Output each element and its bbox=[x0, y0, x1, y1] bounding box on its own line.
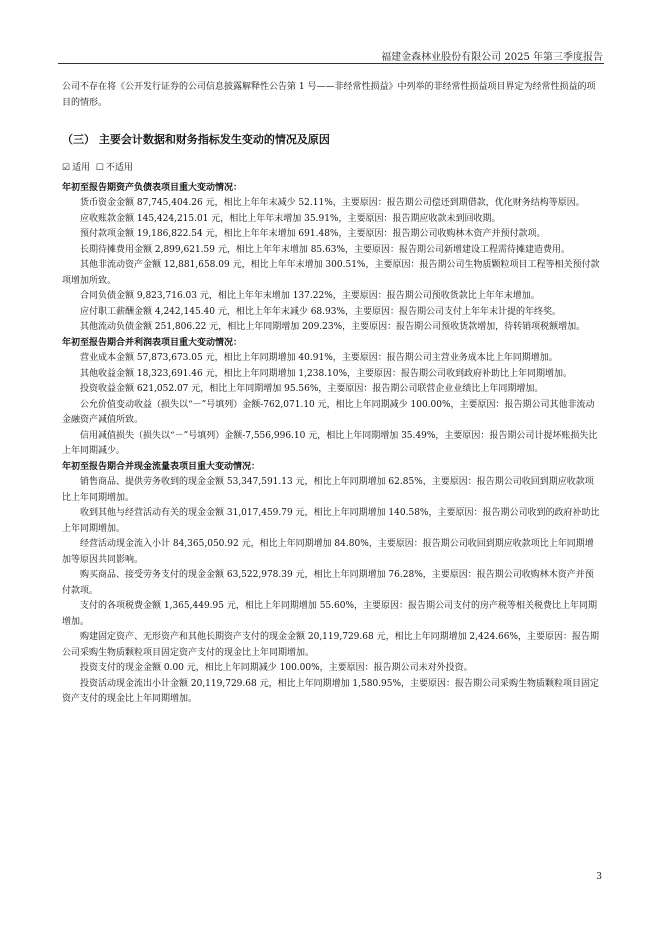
cash-flow-item: 购建固定资产、无形资产和其他长期资产支付的现金金额 20,119,729.68 元，相比上年同期增加 2,424.66%，主要原因：报告期公司采购生物质颗粒项目固定资产支付的现金比上年同期增加。 bbox=[62, 632, 600, 658]
balance-sheet-item: 合同负债金额 9,823,716.03 元，相比上年年末增加 137.22%，主要原因：报告期公司预收货款比上年年末增加。 bbox=[80, 291, 540, 301]
cash-flow-item: 经营活动现金流入小计 84,365,050.92 元，相比上年同期增加 84.80%，主要原因：报告期公司收回到期应收款项比上年同期增加等原因共同影响。 bbox=[62, 539, 594, 565]
applicability-options bbox=[62, 161, 602, 177]
page-number: 3 bbox=[596, 872, 602, 882]
cash-flow-item: 销售商品、提供劳务收到的现金金额 53,347,591.13 元，相比上年同期增加 62.85%，主要原因：报告期公司收回到期应收款项比上年同期增加。 bbox=[62, 477, 594, 503]
balance-sheet-item: 货币资金金额 87,745,404.26 元，相比上年年末减少 52.11%，主要原因：报告期公司偿还到期借款，优化财务结构等原因。 bbox=[80, 198, 585, 208]
cash-flow-heading: 年初至报告期合并现金流量表项目重大变动情况： bbox=[62, 461, 261, 472]
balance-sheet-item: 应收账款金额 145,424,215.01 元，相比上年年末增加 35.91%，主要原因：报告期应收款未到回收期。 bbox=[80, 213, 501, 224]
cash-flow-item: 投资支付的现金金额 0.00 元，相比上年同期减少 100.00%，主要原因：报告期公司未对外投资。 bbox=[80, 663, 473, 673]
applicable-label: 适用 bbox=[72, 163, 91, 173]
income-statement-item: 投资收益金额 621,052.07 元，相比上年同期增加 95.56%，主要原因：报告期公司联营企业业绩比上年同期增加。 bbox=[80, 384, 544, 394]
income-statement-item: 信用减值损失（损失以“－”号填列）金额-7,556,996.10 元，相比上年同期增加 35.49%，主要原因：报告期公司计提坏账损失比上年同期减少。 bbox=[62, 430, 598, 456]
cash-flow-item: 收到其他与经营活动有关的现金金额 31,017,459.79 元，相比上年同期增加 140.58%，主要原因：报告期公司收到的政府补助比上年同期增加。 bbox=[62, 508, 600, 534]
balance-sheet-item: 预付款项金额 19,186,822.54 元，相比上年年末增加 691.48%，主要原因：报告期公司收购林木资产并预付款项。 bbox=[80, 229, 546, 239]
document-body bbox=[62, 80, 602, 708]
income-statement-item: 营业成本金额 57,873,673.05 元，相比上年同期增加 40.91%，主要原因：报告期公司主营业务成本比上年同期增加。 bbox=[80, 353, 558, 363]
cash-flow-item: 购买商品、接受劳务支付的现金金额 63,522,978.39 元，相比上年同期增加 76.28%，主要原因：报告期公司收购林木资产并预付款项。 bbox=[62, 570, 594, 596]
intro-paragraph: 公司不存在将《公开发行证券的公司信息披露解释性公告第 1 号——非经常性损益》中列举的非经常性损益项目界定为经常性损益的项目的情形。 bbox=[62, 82, 596, 108]
cash-flow-item: 支付的各项税费金额 1,365,449.95 元，相比上年同期增加 55.60%，主要原因：报告期公司支付的房产税等相关税费比上年同期增加。 bbox=[62, 601, 598, 627]
balance-sheet-heading: 年初至报告期资产负债表项目重大变动情况： bbox=[62, 182, 243, 193]
balance-sheet-item: 其他非流动资产金额 12,881,658.09 元，相比上年年末增加 300.51%，主要原因：报告期公司生物质颗粒项目工程等相关预付款项增加所致。 bbox=[62, 260, 600, 286]
balance-sheet-item: 应付职工薪酬金额 4,242,145.40 元，相比上年年末减少 68.93%，主要原因：报告期公司支付上年年末计提的年终奖。 bbox=[80, 306, 562, 317]
section-title: （三） 主要会计数据和财务指标发生变动的情况及原因 bbox=[62, 133, 330, 146]
income-statement-heading: 年初至报告期合并利润表项目重大变动情况： bbox=[62, 337, 243, 348]
report-header: 福建金森林业股份有限公司 2025 年第三季度报告 bbox=[381, 52, 603, 63]
cash-flow-item: 投资活动现金流出小计金额 20,119,729.68 元，相比上年同期增加 1,580.95%，主要原因：报告期公司采购生物质颗粒项目固定资产支付的现金比上年同期增加。 bbox=[62, 678, 600, 704]
not-applicable-label: 不适用 bbox=[105, 163, 133, 173]
header-divider bbox=[58, 63, 604, 64]
income-statement-item: 其他收益金额 18,323,691.46 元，相比上年同期增加 1,238.10%，主要原因：报告期公司收到政府补助比上年同期增加。 bbox=[80, 368, 573, 379]
balance-sheet-item: 其他流动负债金额 251,806.22 元，相比上年同期增加 209.23%，主要原因：报告期公司预收货款增加，待转销项税额增加。 bbox=[80, 322, 586, 332]
checked-box-icon: ☑ bbox=[62, 163, 71, 173]
balance-sheet-item: 长期待摊费用金额 2,899,621.59 元，相比上年年末增加 85.63%，主要原因：报告期公司新增建设工程需待摊建造费用。 bbox=[80, 244, 571, 255]
unchecked-box-icon: ☐ bbox=[95, 163, 104, 173]
income-statement-item: 公允价值变动收益（损失以“－”号填列）金额-762,071.10 元，相比上年同期减少 100.00%，主要原因：报告期公司其他非流动金融资产减值所致。 bbox=[62, 399, 595, 425]
